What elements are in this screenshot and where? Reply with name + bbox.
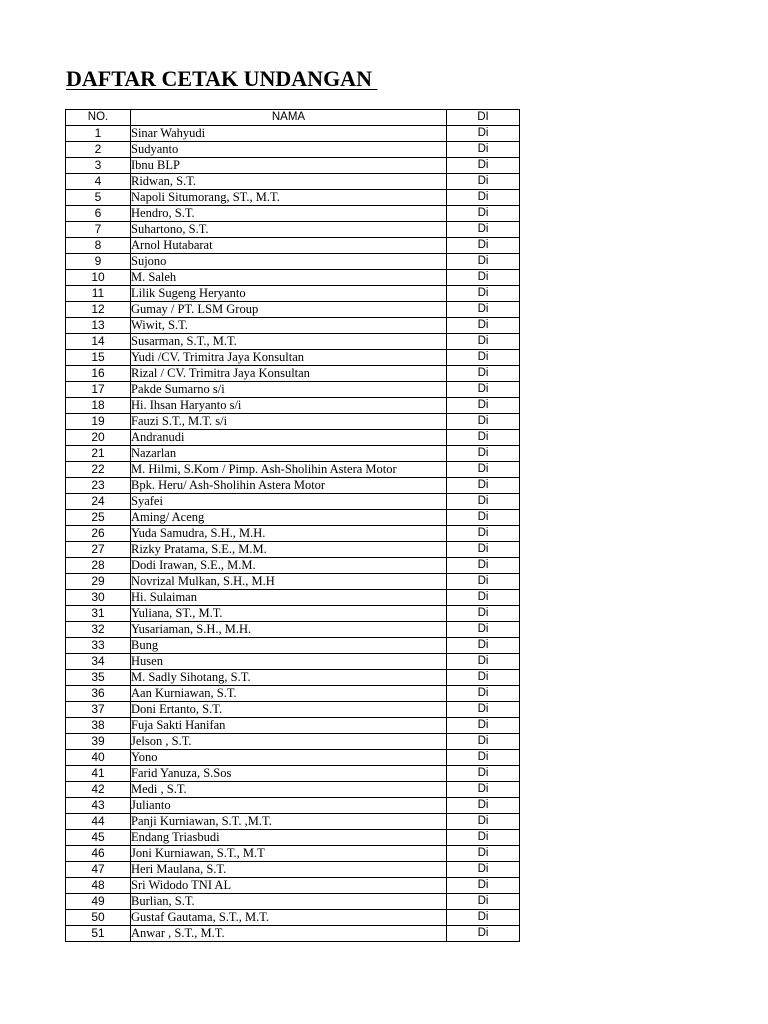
row-number: 19 [66, 414, 131, 430]
table-row [66, 638, 520, 654]
row-number: 22 [66, 462, 131, 478]
row-number: 8 [66, 238, 131, 254]
row-name: Sujono [131, 254, 447, 270]
row-di: Di [447, 638, 520, 654]
row-number: 5 [66, 190, 131, 206]
row-number: 44 [66, 814, 131, 830]
row-di: Di [447, 222, 520, 238]
table-row [66, 670, 520, 686]
row-di: Di [447, 702, 520, 718]
table-row [66, 222, 520, 238]
row-di: Di [447, 542, 520, 558]
row-name: Anwar , S.T., M.T. [131, 926, 447, 942]
table-row [66, 782, 520, 798]
row-di: Di [447, 174, 520, 190]
row-name: Arnol Hutabarat [131, 238, 447, 254]
row-di: Di [447, 878, 520, 894]
row-name: Yudi /CV. Trimitra Jaya Konsultan [131, 350, 447, 366]
row-number: 49 [66, 894, 131, 910]
row-number: 34 [66, 654, 131, 670]
table-row [66, 878, 520, 894]
table-row [66, 158, 520, 174]
row-name: Burlian, S.T. [131, 894, 447, 910]
row-number: 18 [66, 398, 131, 414]
row-number: 3 [66, 158, 131, 174]
row-number: 39 [66, 734, 131, 750]
row-di: Di [447, 334, 520, 350]
table-row [66, 174, 520, 190]
row-number: 10 [66, 270, 131, 286]
row-number: 43 [66, 798, 131, 814]
row-di: Di [447, 254, 520, 270]
row-name: Yuliana, ST., M.T. [131, 606, 447, 622]
table-row [66, 718, 520, 734]
row-di: Di [447, 526, 520, 542]
table-row [66, 206, 520, 222]
table-header-row [66, 110, 520, 126]
row-di: Di [447, 382, 520, 398]
table-row [66, 590, 520, 606]
row-di: Di [447, 766, 520, 782]
table-row [66, 926, 520, 942]
row-number: 31 [66, 606, 131, 622]
table-row [66, 142, 520, 158]
table-row [66, 606, 520, 622]
table-row [66, 510, 520, 526]
row-di: Di [447, 462, 520, 478]
row-di: Di [447, 206, 520, 222]
row-di: Di [447, 286, 520, 302]
row-di: Di [447, 318, 520, 334]
table-row [66, 270, 520, 286]
table-row [66, 750, 520, 766]
row-number: 37 [66, 702, 131, 718]
row-number: 38 [66, 718, 131, 734]
row-number: 24 [66, 494, 131, 510]
row-number: 20 [66, 430, 131, 446]
table-row [66, 478, 520, 494]
row-di: Di [447, 654, 520, 670]
table-row [66, 254, 520, 270]
row-di: Di [447, 558, 520, 574]
row-name: Susarman, S.T., M.T. [131, 334, 447, 350]
table-row [66, 734, 520, 750]
table-row [66, 350, 520, 366]
row-number: 29 [66, 574, 131, 590]
row-number: 28 [66, 558, 131, 574]
row-di: Di [447, 926, 520, 942]
row-number: 32 [66, 622, 131, 638]
row-number: 41 [66, 766, 131, 782]
row-di: Di [447, 686, 520, 702]
row-name: Gustaf Gautama, S.T., M.T. [131, 910, 447, 926]
row-name: Sri Widodo TNI AL [131, 878, 447, 894]
table-row [66, 366, 520, 382]
table-row [66, 190, 520, 206]
row-name: Gumay / PT. LSM Group [131, 302, 447, 318]
row-number: 14 [66, 334, 131, 350]
row-name: Fuja Sakti Hanifan [131, 718, 447, 734]
row-number: 4 [66, 174, 131, 190]
row-di: Di [447, 494, 520, 510]
row-name: Farid Yanuza, S.Sos [131, 766, 447, 782]
row-number: 2 [66, 142, 131, 158]
table-row [66, 798, 520, 814]
table-row [66, 462, 520, 478]
table-row [66, 766, 520, 782]
row-di: Di [447, 622, 520, 638]
row-di: Di [447, 510, 520, 526]
row-name: Yono [131, 750, 447, 766]
row-name: Yusariaman, S.H., M.H. [131, 622, 447, 638]
row-number: 36 [66, 686, 131, 702]
row-name: Ibnu BLP [131, 158, 447, 174]
table-row [66, 126, 520, 142]
table-row [66, 238, 520, 254]
table-row [66, 862, 520, 878]
header-no: NO. [66, 110, 131, 126]
row-name: Andranudi [131, 430, 447, 446]
row-number: 47 [66, 862, 131, 878]
header-di: DI [447, 110, 520, 126]
row-name: Napoli Situmorang, ST., M.T. [131, 190, 447, 206]
row-di: Di [447, 862, 520, 878]
row-name: Dodi Irawan, S.E., M.M. [131, 558, 447, 574]
row-name: Bung [131, 638, 447, 654]
table-row [66, 574, 520, 590]
row-number: 16 [66, 366, 131, 382]
row-di: Di [447, 894, 520, 910]
row-name: Rizky Pratama, S.E., M.M. [131, 542, 447, 558]
table-row [66, 654, 520, 670]
table-row [66, 542, 520, 558]
row-name: Fauzi S.T., M.T. s/i [131, 414, 447, 430]
row-number: 12 [66, 302, 131, 318]
row-di: Di [447, 302, 520, 318]
row-name: M. Sadly Sihotang, S.T. [131, 670, 447, 686]
row-di: Di [447, 126, 520, 142]
row-di: Di [447, 590, 520, 606]
table-row [66, 334, 520, 350]
table-row [66, 830, 520, 846]
row-name: Novrizal Mulkan, S.H., M.H [131, 574, 447, 590]
row-name: Lilik Sugeng Heryanto [131, 286, 447, 302]
table-row [66, 414, 520, 430]
row-di: Di [447, 414, 520, 430]
row-name: Bpk. Heru/ Ash-Sholihin Astera Motor [131, 478, 447, 494]
row-di: Di [447, 142, 520, 158]
table-row [66, 286, 520, 302]
row-di: Di [447, 606, 520, 622]
row-name: Hi. Ihsan Haryanto s/i [131, 398, 447, 414]
row-number: 11 [66, 286, 131, 302]
invitation-list-table [65, 109, 520, 942]
row-number: 30 [66, 590, 131, 606]
table-row [66, 494, 520, 510]
row-number: 17 [66, 382, 131, 398]
row-di: Di [447, 446, 520, 462]
table-row [66, 382, 520, 398]
table-row [66, 398, 520, 414]
row-number: 35 [66, 670, 131, 686]
row-number: 26 [66, 526, 131, 542]
row-di: Di [447, 798, 520, 814]
table-row [66, 446, 520, 462]
row-name: Joni Kurniawan, S.T., M.T [131, 846, 447, 862]
row-name: Suhartono, S.T. [131, 222, 447, 238]
table-row [66, 526, 520, 542]
row-number: 33 [66, 638, 131, 654]
row-name: Ridwan, S.T. [131, 174, 447, 190]
row-di: Di [447, 718, 520, 734]
row-number: 1 [66, 126, 131, 142]
row-di: Di [447, 814, 520, 830]
row-di: Di [447, 350, 520, 366]
table-row [66, 814, 520, 830]
row-name: Wiwit, S.T. [131, 318, 447, 334]
row-number: 21 [66, 446, 131, 462]
row-name: Medi , S.T. [131, 782, 447, 798]
row-name: Panji Kurniawan, S.T. ,M.T. [131, 814, 447, 830]
row-di: Di [447, 238, 520, 254]
row-name: Rizal / CV. Trimitra Jaya Konsultan [131, 366, 447, 382]
row-number: 42 [66, 782, 131, 798]
table-row [66, 702, 520, 718]
row-name: Yuda Samudra, S.H., M.H. [131, 526, 447, 542]
row-name: Aming/ Aceng [131, 510, 447, 526]
row-name: Sudyanto [131, 142, 447, 158]
row-name: Endang Triasbudi [131, 830, 447, 846]
row-name: M. Hilmi, S.Kom / Pimp. Ash-Sholihin Astera Motor [131, 462, 447, 478]
table-row [66, 558, 520, 574]
row-name: Doni Ertanto, S.T. [131, 702, 447, 718]
row-name: M. Saleh [131, 270, 447, 286]
row-name: Sinar Wahyudi [131, 126, 447, 142]
row-di: Di [447, 750, 520, 766]
row-number: 7 [66, 222, 131, 238]
row-number: 46 [66, 846, 131, 862]
row-number: 45 [66, 830, 131, 846]
row-name: Pakde Sumarno s/i [131, 382, 447, 398]
table-row [66, 686, 520, 702]
row-name: Hi. Sulaiman [131, 590, 447, 606]
row-di: Di [447, 270, 520, 286]
row-di: Di [447, 910, 520, 926]
row-di: Di [447, 830, 520, 846]
table-row [66, 302, 520, 318]
row-number: 13 [66, 318, 131, 334]
row-number: 25 [66, 510, 131, 526]
row-name: Heri Maulana, S.T. [131, 862, 447, 878]
row-number: 48 [66, 878, 131, 894]
row-di: Di [447, 782, 520, 798]
table-row [66, 430, 520, 446]
row-number: 27 [66, 542, 131, 558]
document-title: DAFTAR CETAK UNDANGAN [66, 66, 378, 91]
row-number: 50 [66, 910, 131, 926]
row-di: Di [447, 430, 520, 446]
row-di: Di [447, 846, 520, 862]
row-name: Julianto [131, 798, 447, 814]
row-di: Di [447, 190, 520, 206]
row-di: Di [447, 366, 520, 382]
row-name: Syafei [131, 494, 447, 510]
row-di: Di [447, 478, 520, 494]
row-name: Hendro, S.T. [131, 206, 447, 222]
row-name: Jelson , S.T. [131, 734, 447, 750]
row-name: Aan Kurniawan, S.T. [131, 686, 447, 702]
row-number: 23 [66, 478, 131, 494]
row-number: 6 [66, 206, 131, 222]
row-number: 9 [66, 254, 131, 270]
table-row [66, 318, 520, 334]
row-di: Di [447, 158, 520, 174]
table-row [66, 894, 520, 910]
row-number: 15 [66, 350, 131, 366]
row-di: Di [447, 734, 520, 750]
row-di: Di [447, 670, 520, 686]
table-row [66, 846, 520, 862]
row-di: Di [447, 574, 520, 590]
header-nama: NAMA [131, 110, 447, 126]
row-name: Nazarlan [131, 446, 447, 462]
row-number: 51 [66, 926, 131, 942]
row-number: 40 [66, 750, 131, 766]
table-row [66, 622, 520, 638]
row-di: Di [447, 398, 520, 414]
row-name: Husen [131, 654, 447, 670]
table-row [66, 910, 520, 926]
